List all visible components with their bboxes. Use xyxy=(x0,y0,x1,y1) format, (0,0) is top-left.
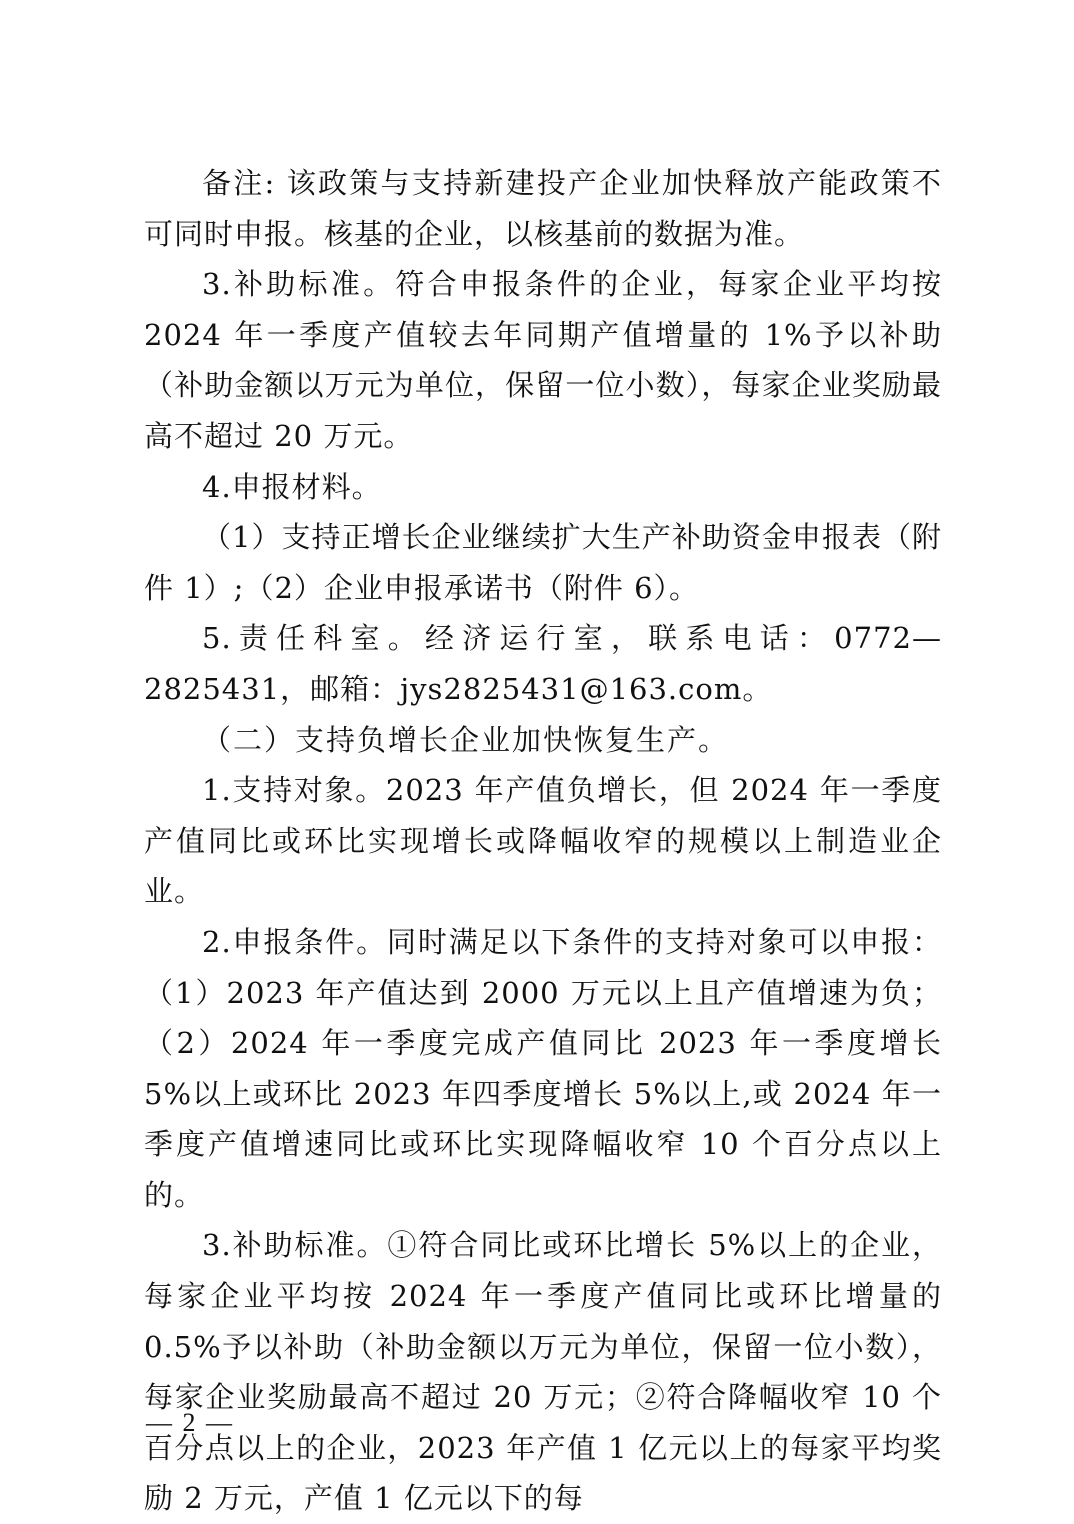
paragraph-remark: 备注: 该政策与支持新建投产企业加快释放产能政策不可同时申报。核基的企业，以核基前的数据为准。 xyxy=(144,166,942,251)
section-heading: （二）支持负增长企业加快恢复生产。 xyxy=(202,722,730,757)
document-body xyxy=(144,158,942,1524)
paragraph-support-target: 1.支持对象。2023 年产值负增长，但 2024 年一季度产值同比或环比实现增长或降幅收窄的规模以上制造业企业。 xyxy=(144,773,942,909)
page-number: — 2 — xyxy=(146,1408,234,1437)
paragraph-subsidy-standard: 3.补助标准。符合申报条件的企业，每家企业平均按 2024 年一季度产值较去年同期产值增量的 1%予以补助（补助金额以万元为单位，保留一位小数），每家企业奖励最高不超过 20 万元。 xyxy=(144,267,942,453)
paragraph-responsible-office: 5.责任科室。经济运行室，联系电话：0772—2825431，邮箱：jys2825431@163.com。 xyxy=(144,621,942,706)
paragraph-subsidy-standard-2: 3.补助标准。①符合同比或环比增长 5%以上的企业，每家企业平均按 2024 年一季度产值同比或环比增量的 0.5%予以补助（补助金额以万元为单位，保留一位小数），每家企业奖励最高不超过 20 万元；②符合降幅收窄 10 个百分点以上的企业，2023 年产值 1 亿元以上的每家平均奖励 2 万元，产值 1 亿元以下的每 xyxy=(144,1228,942,1516)
paragraph-application-conditions: 2.申报条件。同时满足以下条件的支持对象可以申报：（1）2023 年产值达到 2000 万元以上且产值增速为负；（2）2024 年一季度完成产值同比 2023 年一季度增长 5%以上或环比 2023 年四季度增长 5%以上,或 2024 年一季度产值增速同比或环比实现降幅收窄 10 个百分点以上的。 xyxy=(144,924,942,1212)
paragraph-materials-list: （1）支持正增长企业继续扩大生产补助资金申报表（附件 1）;（2）企业申报承诺书（附件 6）。 xyxy=(144,520,942,605)
paragraph-application-materials: 4.申报材料。 xyxy=(202,469,382,504)
